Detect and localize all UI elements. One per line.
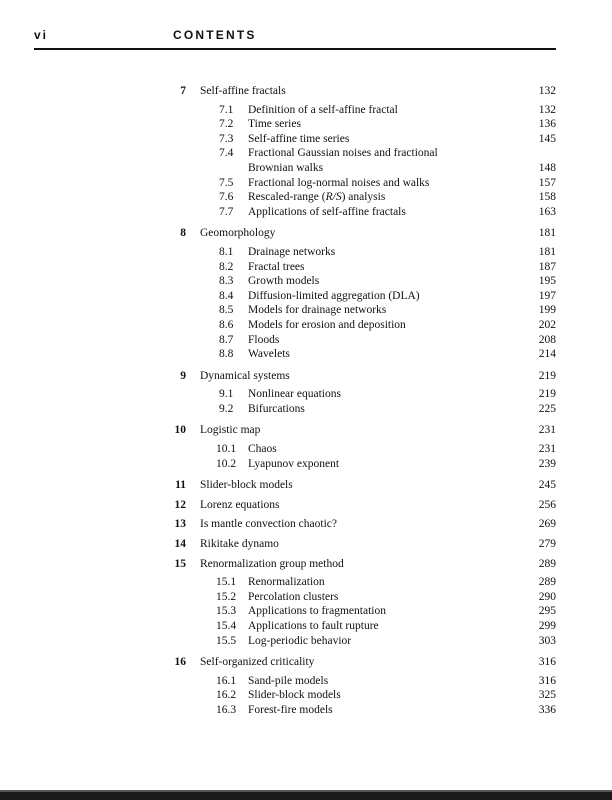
toc-section-row (0, 457, 612, 472)
section-number: 15.3 (216, 605, 237, 618)
toc-chapter-row (0, 498, 612, 513)
section-number: 8.2 (219, 260, 234, 273)
chapter-number: 10 (174, 424, 186, 437)
section-page-number: 199 (538, 304, 556, 317)
section-number: 8.5 (219, 304, 234, 317)
chapter-title: Is mantle convection chaotic? (200, 518, 337, 531)
section-page-number: 325 (538, 689, 556, 702)
chapter-title: Rikitake dynamo (200, 538, 279, 551)
toc-section-row (0, 318, 612, 333)
toc-chapter-row (0, 369, 612, 384)
chapter-title: Lorenz equations (200, 498, 280, 511)
section-number: 8.6 (219, 318, 234, 331)
section-number: 7.6 (219, 191, 234, 204)
toc-section-row (0, 245, 612, 260)
toc-section-row (0, 688, 612, 703)
section-page-number: 219 (538, 388, 556, 401)
toc-section-row (0, 634, 612, 649)
section-number: 15.2 (216, 590, 237, 603)
toc-section-row (0, 387, 612, 402)
section-number: 7.5 (219, 176, 234, 189)
toc-chapter-row (0, 557, 612, 572)
chapter-page-number: 269 (538, 518, 556, 531)
toc-section-row (0, 161, 612, 176)
section-page-number: 158 (538, 191, 556, 204)
chapter-page-number: 245 (538, 479, 556, 492)
section-number: 15.1 (216, 576, 237, 589)
page-number: vi (34, 28, 49, 42)
toc-section-row (0, 117, 612, 132)
section-number: 8.7 (219, 333, 234, 346)
toc-section-row (0, 205, 612, 220)
page-header (0, 0, 612, 60)
chapter-page-number: 316 (538, 656, 556, 669)
chapter-number: 15 (174, 557, 186, 570)
chapter-title: Logistic map (200, 424, 261, 437)
toc-chapter (0, 537, 612, 552)
section-page-number: 148 (538, 161, 556, 174)
section-page-number: 231 (538, 443, 556, 456)
toc-section-row (0, 303, 612, 318)
scan-edge (0, 792, 612, 800)
section-number: 16.2 (216, 689, 237, 702)
section-page-number: 208 (538, 333, 556, 346)
toc-chapter (0, 478, 612, 493)
section-title: Models for drainage networks (248, 304, 387, 317)
toc-chapter (0, 423, 612, 471)
toc-section-row (0, 176, 612, 191)
section-page-number: 225 (538, 402, 556, 415)
section-title: Fractional Gaussian noises and fractional (248, 147, 438, 160)
toc-chapter (0, 84, 612, 219)
section-title: Slider-block models (248, 689, 341, 702)
section-page-number: 299 (538, 620, 556, 632)
section-number: 15.4 (216, 620, 237, 632)
section-title: Diffusion-limited aggregation (DLA) (248, 289, 420, 302)
toc-section-row (0, 190, 612, 205)
chapter-number: 7 (180, 85, 186, 97)
section-title: Floods (248, 333, 280, 346)
section-title: Lyapunov exponent (248, 457, 340, 470)
toc-chapter (0, 557, 612, 649)
section-page-number: 289 (538, 576, 556, 589)
section-title: Applications to fragmentation (248, 605, 386, 618)
section-title: Fractional log-normal noises and walks (248, 176, 430, 189)
section-title: Definition of a self-affine fractal (248, 103, 398, 116)
toc-chapter-row (0, 478, 612, 493)
toc-section-row (0, 703, 612, 718)
running-head: CONTENTS (173, 28, 257, 42)
section-page-number: 157 (538, 176, 556, 189)
section-number: 7.3 (219, 132, 234, 145)
section-number: 7.4 (219, 147, 234, 160)
toc-section-row (0, 260, 612, 275)
section-number: 10.2 (216, 457, 237, 470)
section-number: 10.1 (216, 443, 237, 456)
section-page-number: 132 (538, 103, 556, 116)
toc-section-row (0, 146, 612, 161)
chapter-number: 9 (180, 369, 186, 382)
toc-chapter-row (0, 517, 612, 532)
section-title: Log-periodic behavior (248, 634, 352, 647)
toc-section-row (0, 590, 612, 605)
section-page-number: 187 (538, 260, 556, 273)
toc-section-row (0, 347, 612, 362)
chapter-number: 14 (174, 538, 186, 551)
section-title: Applications to fault rupture (248, 620, 379, 632)
chapter-number: 8 (180, 227, 186, 240)
toc-section-row (0, 289, 612, 304)
section-title: Nonlinear equations (248, 388, 341, 401)
section-number: 16.3 (216, 703, 237, 716)
section-title: Bifurcations (248, 402, 305, 415)
toc-section-row (0, 274, 612, 289)
section-page-number: 316 (538, 674, 556, 687)
section-title: Sand-pile models (248, 674, 329, 687)
section-number: 16.1 (216, 674, 237, 687)
section-page-number: 303 (538, 634, 556, 647)
section-title: Percolation clusters (248, 590, 339, 603)
section-page-number: 239 (538, 457, 556, 470)
chapter-page-number: 289 (538, 557, 556, 570)
section-page-number: 145 (538, 132, 556, 145)
toc-chapter (0, 517, 612, 532)
section-page-number: 202 (538, 318, 556, 331)
section-title: Wavelets (248, 348, 290, 361)
toc-chapter (0, 498, 612, 513)
chapter-page-number: 219 (538, 369, 556, 382)
toc-section-row (0, 619, 612, 634)
toc-section-row (0, 333, 612, 348)
chapter-title: Renormalization group method (200, 557, 344, 570)
chapter-number: 13 (174, 518, 186, 531)
toc-section-row (0, 674, 612, 689)
section-number: 7.7 (219, 205, 234, 218)
toc-section-row (0, 103, 612, 118)
chapter-page-number: 181 (538, 227, 556, 240)
section-title: Chaos (248, 443, 277, 456)
section-title: Brownian walks (248, 161, 324, 174)
section-page-number: 181 (538, 245, 556, 258)
section-page-number: 295 (538, 605, 556, 618)
section-page-number: 163 (538, 205, 556, 218)
toc-section-row (0, 402, 612, 417)
toc-chapter-row (0, 84, 612, 99)
toc-section-row (0, 132, 612, 147)
toc-chapter (0, 369, 612, 417)
section-number: 7.2 (219, 118, 234, 131)
chapter-title: Self-affine fractals (200, 85, 286, 97)
section-number: 9.2 (219, 402, 234, 415)
section-number: 8.8 (219, 348, 234, 361)
section-page-number: 336 (538, 703, 556, 716)
toc-chapter-row (0, 423, 612, 438)
section-number: 15.5 (216, 634, 237, 647)
section-title: Models for erosion and deposition (248, 318, 406, 331)
toc-chapter-row (0, 655, 612, 670)
toc-chapter-row (0, 226, 612, 241)
chapter-title: Self-organized criticality (200, 656, 315, 669)
toc-section-row (0, 442, 612, 457)
chapter-title: Slider-block models (200, 479, 293, 492)
section-number: 7.1 (219, 103, 234, 116)
section-page-number: 136 (538, 118, 556, 131)
chapter-title: Dynamical systems (200, 369, 290, 382)
section-number: 8.4 (219, 289, 234, 302)
toc-section-row (0, 575, 612, 590)
section-title: Fractal trees (248, 260, 305, 273)
header-rule (34, 48, 556, 50)
chapter-page-number: 256 (538, 498, 556, 511)
chapter-page-number: 132 (538, 85, 556, 97)
section-title: Drainage networks (248, 245, 336, 258)
chapter-number: 11 (175, 479, 186, 492)
section-title: Growth models (248, 275, 320, 288)
toc-chapter (0, 655, 612, 717)
section-title: Forest-fire models (248, 703, 333, 716)
toc-section-row (0, 604, 612, 619)
toc-chapter (0, 226, 612, 361)
section-page-number: 290 (538, 590, 556, 603)
section-page-number: 195 (538, 275, 556, 288)
chapter-title: Geomorphology (200, 227, 276, 240)
section-number: 8.1 (219, 245, 234, 258)
chapter-page-number: 279 (538, 538, 556, 551)
chapter-number: 16 (174, 656, 186, 669)
section-page-number: 197 (538, 289, 556, 302)
chapter-page-number: 231 (538, 424, 556, 437)
section-title: Self-affine time series (248, 132, 350, 145)
table-of-contents (0, 84, 612, 725)
chapter-number: 12 (174, 498, 186, 511)
section-title: Applications of self-affine fractals (248, 205, 406, 218)
section-title: Renormalization (248, 576, 325, 589)
section-number: 9.1 (219, 388, 234, 401)
section-title: Time series (248, 118, 301, 131)
section-title: Rescaled-range (R/S) analysis (248, 191, 386, 204)
toc-chapter-row (0, 537, 612, 552)
section-page-number: 214 (538, 348, 556, 361)
section-number: 8.3 (219, 275, 234, 288)
